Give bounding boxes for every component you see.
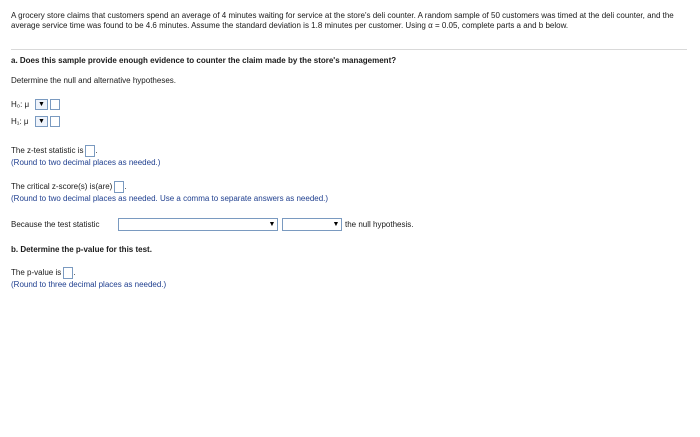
p-value-row: The p-value is . xyxy=(11,268,76,278)
null-hypothesis-label: the null hypothesis. xyxy=(345,220,414,229)
z-stat-label: The z-test statistic is xyxy=(11,146,84,156)
decision-dropdown[interactable] xyxy=(282,218,342,231)
h1-label: H₁: μ xyxy=(11,117,29,126)
comparison-dropdown[interactable] xyxy=(118,218,278,231)
h1-value-input[interactable] xyxy=(50,116,60,127)
dropdown-arrow-icon: ▼ xyxy=(38,118,45,125)
dropdown-arrow-icon: ▼ xyxy=(38,101,45,108)
p-value-hint: (Round to three decimal places as needed.) xyxy=(11,280,167,289)
h0-value-input[interactable] xyxy=(50,99,60,110)
h1-operator-dropdown[interactable] xyxy=(35,116,48,127)
critical-input[interactable] xyxy=(114,181,124,193)
divider xyxy=(11,49,687,50)
h0-label: H₀: μ xyxy=(11,100,30,109)
part-b-question: b. Determine the p-value for this test. xyxy=(11,245,152,254)
z-stat-input[interactable] xyxy=(85,145,95,157)
hypotheses-instruction: Determine the null and alternative hypotheses. xyxy=(11,76,176,85)
p-value-label: The p-value is xyxy=(11,268,62,278)
h0-row xyxy=(11,98,60,111)
critical-row: The critical z-score(s) is(are) . xyxy=(11,182,127,192)
critical-hint: (Round to two decimal places as needed. Use a comma to separate answers as needed.) xyxy=(11,194,329,203)
z-stat-row: The z-test statistic is . xyxy=(11,146,98,156)
z-stat-hint: (Round to two decimal places as needed.) xyxy=(11,158,161,167)
problem-text: A grocery store claims that customers spend an average of 4 minutes waiting for service at the store's deli counter. A random sample of 50 customers was timed at the deli counter, and the average service time was found to be 4.6 minutes. Assume the standard deviation is 1.8 minutes per customer. Using α = 0.05, complete parts a and b below. xyxy=(11,11,674,30)
part-a-question: a. Does this sample provide enough evidence to counter the claim made by the store's management? xyxy=(11,56,397,65)
dropdown-arrow-icon: ▼ xyxy=(268,221,276,228)
critical-label: The critical z-score(s) is(are) xyxy=(11,182,113,192)
h1-row xyxy=(11,115,60,128)
h0-operator-dropdown[interactable] xyxy=(35,99,48,110)
p-value-input[interactable] xyxy=(63,267,73,279)
because-label: Because the test statistic xyxy=(11,220,100,229)
problem-statement xyxy=(11,11,687,31)
dropdown-arrow-icon: ▼ xyxy=(332,221,340,228)
